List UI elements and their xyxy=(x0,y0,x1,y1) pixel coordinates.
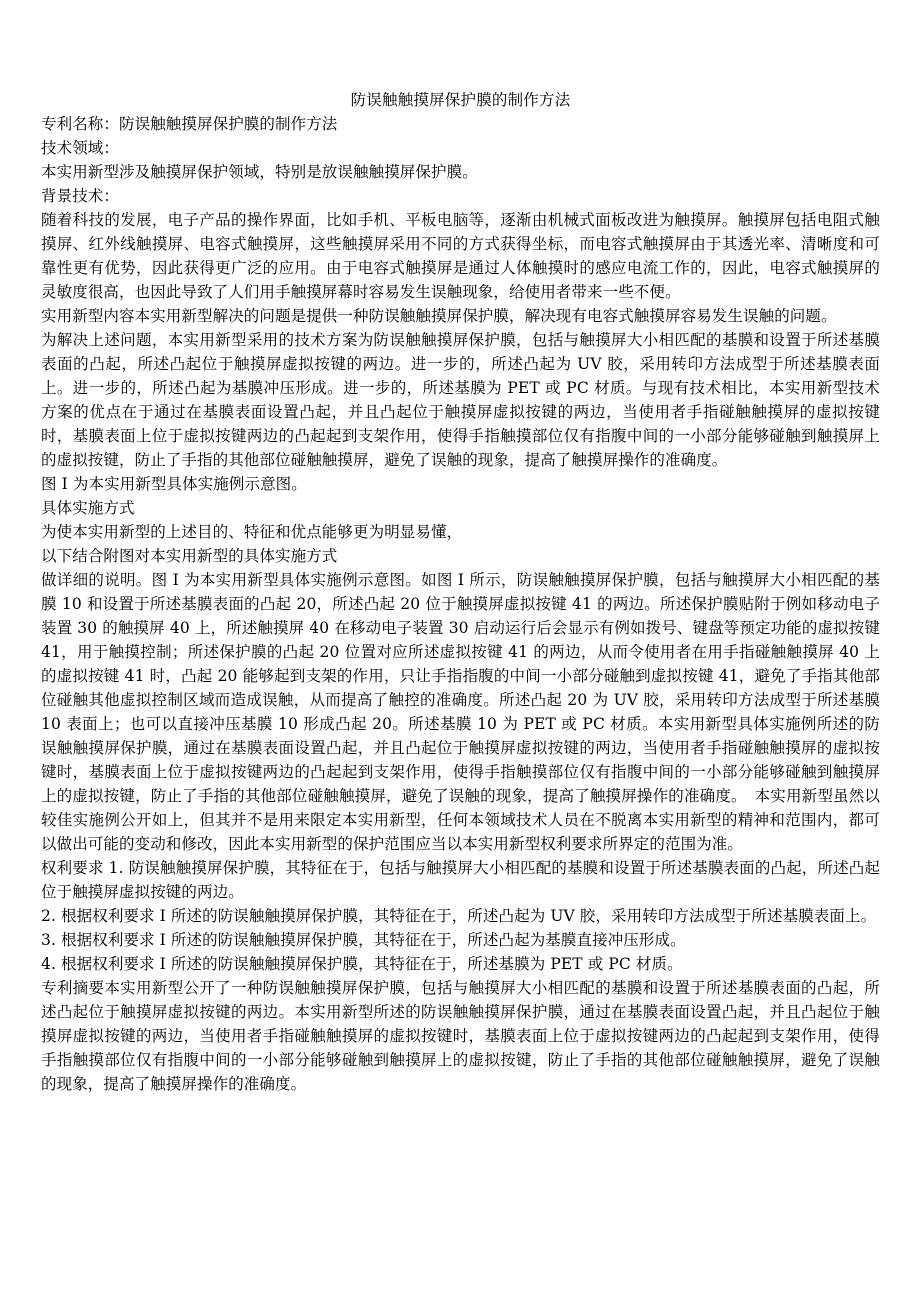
background-body: 随着科技的发展，电子产品的操作界面，比如手机、平板电脑等，逐渐由机械式面板改进为触摸屏。触摸屏包括电阻式触摸屏、红外线触摸屏、电容式触摸屏，这些触摸屏采用不同的方式获得坐标，而电容式触摸屏由于其透光率、清晰度和可靠性更有优势，因此获得更广泛的应用。由于电容式触摸屏是通过人体触摸时的感应电流工作的，因此，电容式触摸屏的灵敏度很高，也因此导致了人们用手触摸屏幕时容易发生误触现象，给使用者带来一些不便。 xyxy=(41,211,880,301)
embodiment-intro-line-2: 以下结合附图对本实用新型的具体实施方式 xyxy=(41,547,338,565)
claim-2: 2. 根据权利要求 I 所述的防误触触摸屏保护膜，其特征在于，所述凸起为 UV 胶，采用转印方法成型于所述基膜表面上。 xyxy=(41,907,877,925)
claim-1: 权利要求 1. 防误触触摸屏保护膜，其特征在于，包括与触摸屏大小相匹配的基膜和设置于所述基膜表面的凸起，所述凸起位于触摸屏虚拟按键的两边。 xyxy=(41,859,880,901)
figure-description: 图 I 为本实用新型具体实施例示意图。 xyxy=(41,475,307,493)
tech-field-body: 本实用新型涉及触摸屏保护领域，特别是放误触触摸屏保护膜。 xyxy=(41,163,478,181)
claim-4: 4. 根据权利要求 I 所述的防误触触摸屏保护膜，其特征在于，所述基膜为 PET 或 PC 材质。 xyxy=(41,955,683,973)
patent-name-line: 专利名称：防误触触摸屏保护膜的制作方法 xyxy=(41,115,338,133)
technical-solution-body: 为解决上述问题，本实用新型采用的技术方案为防误触触摸屏保护膜，包括与触摸屏大小相匹配的基膜和设置于所述基膜表面的凸起，所述凸起位于触摸屏虚拟按键的两边。进一步的，所述凸起为 UV 胶，采用转印方法成型于所述基膜表面上。进一步的，所述凸起为基膜冲压形成。进一步的，所述基膜为 PET 或 PC 材质。与现有技术相比，本实用新型技术方案的优点在于通过在基膜表面设置凸起，并且凸起位于触摸屏虚拟按键的两边，当使用者手指碰触触摸屏的虚拟按键时，基膜表面上位于虚拟按键两边的凸起起到支架作用，使得手指触摸部位仅有指腹中间的一小部分能够碰触到触摸屏上的虚拟按键，防止了手指的其他部位碰触触摸屏，避免了误触的现象，提高了触摸屏操作的准确度。 xyxy=(41,331,880,469)
tech-field-heading: 技术领域： xyxy=(41,139,120,157)
embodiment-body: 做详细的说明。图 I 为本实用新型具体实施例示意图。如图 I 所示，防误触触摸屏保护膜，包括与触摸屏大小相匹配的基膜 10 和设置于所述基膜表面的凸起 20，所述凸起 20 位于触摸屏虚拟按键 41 的两边。所述保护膜贴附于例如移动电子装置 30 的触摸屏 40 上，所述触摸屏 40 在移动电子装置 30 启动运行后会显示有例如拨号、键盘等预定功能的虚拟按键 41，用于触摸控制；所述保护膜的凸起 20 位置对应所述虚拟按键 41 的两边，从而令使用者在用手指碰触触摸屏 40 上的虚拟按键 41 时，凸起 20 能够起到支架的作用，只让手指指腹的中间一小部分碰触到虚拟按键 41，避免了手指其他部位碰触其他虚拟控制区域而造成误触，从而提高了触控的准确度。所述凸起 20 为 UV 胶，采用转印方法成型于所述基膜 10 表面上；也可以直接冲压基膜 10 形成凸起 20。所述基膜 10 为 PET 或 PC 材质。本实用新型具体实施例所述的防误触触摸屏保护膜，通过在基膜表面设置凸起，并且凸起位于触摸屏虚拟按键的两边，当使用者手指碰触触摸屏的虚拟按键时，基膜表面上位于虚拟按键两边的凸起起到支架作用，使得手指触摸部位仅有指腹中间的一小部分能够碰触到触摸屏上的虚拟按键，防止了手指的其他部位碰触触摸屏，避免了误触的现象，提高了触摸屏操作的准确度。 本实用新型虽然以较佳实施例公开如上，但其并不是用来限定本实用新型，任何本领域技术人员在不脱离本实用新型的精神和范围内，都可以做出可能的变动和修改，因此本实用新型的保护范围应当以本实用新型权利要求所界定的范围为准。 xyxy=(41,571,880,853)
claim-3: 3. 根据权利要求 I 所述的防误触触摸屏保护膜，其特征在于，所述凸起为基膜直接冲压形成。 xyxy=(41,931,686,949)
utility-model-content: 实用新型内容本实用新型解决的问题是提供一种防误触触摸屏保护膜，解决现有电容式触摸屏容易发生误触的问题。 xyxy=(41,307,837,325)
abstract-body: 专利摘要本实用新型公开了一种防误触触摸屏保护膜，包括与触摸屏大小相匹配的基膜和设置于所述基膜表面的凸起，所述凸起位于触摸屏虚拟按键的两边。本实用新型所述的防误触触摸屏保护膜，通过在基膜表面设置凸起，并且凸起位于触摸屏虚拟按键的两边，当使用者手指碰触触摸屏的虚拟按键时，基膜表面上位于虚拟按键两边的凸起起到支架作用，使得手指触摸部位仅有指腹中间的一小部分能够碰触到触摸屏上的虚拟按键，防止了手指的其他部位碰触触摸屏，避免了误触的现象，提高了触摸屏操作的准确度。 xyxy=(41,979,880,1093)
embodiment-heading: 具体实施方式 xyxy=(41,499,135,517)
embodiment-intro-line-1: 为使本实用新型的上述目的、特征和优点能够更为明显易懂， xyxy=(41,523,463,541)
page-title: 防误触触摸屏保护膜的制作方法 xyxy=(350,91,571,109)
background-heading: 背景技术： xyxy=(41,187,120,205)
